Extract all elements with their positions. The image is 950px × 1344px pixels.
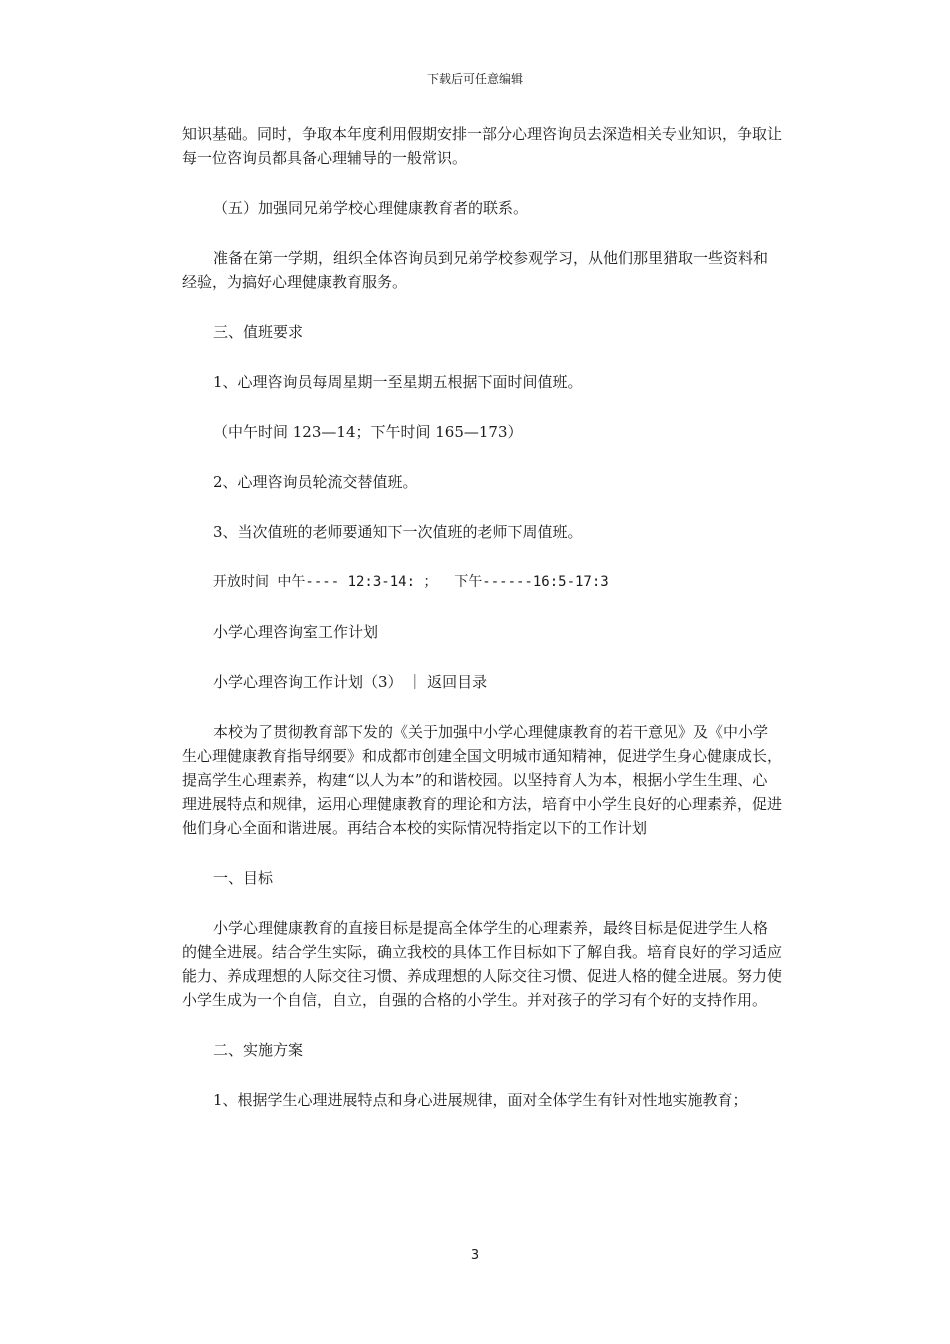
paragraph-visit-plan: 准备在第一学期，组织全体咨询员到兄弟学校参观学习，从他们那里猎取一些资料和经验，为搞好心理健康教育服务。 — [182, 249, 769, 291]
heading-goals: 一、目标 — [213, 869, 274, 887]
implementation-item-1: 1、根据学生心理进展特点和身心进展规律，面对全体学生有针对性地实施教育； — [213, 1091, 748, 1109]
section-link-line[interactable]: 小学心理咨询工作计划（3） ｜ 返回目录 — [213, 673, 488, 691]
duty-item-1: 1、心理咨询员每周星期一至星期五根据下面时间值班。 — [213, 373, 583, 391]
heading-duty-requirements: 三、值班要求 — [213, 323, 304, 341]
document-body — [182, 122, 782, 1112]
opening-hours: 开放时间 中午---- 12:3-14: ； 下午------16:5-17:3 — [213, 574, 609, 590]
subheading-five: （五）加强同兄弟学校心理健康教育者的联系。 — [213, 199, 529, 217]
paragraph-continued: 知识基础。同时，争取本年度利用假期安排一部分心理咨询员去深造相关专业知识，争取让每一位咨询员都具备心理辅导的一般常识。 — [182, 125, 783, 167]
duty-item-3: 3、当次值班的老师要通知下一次值班的老师下周值班。 — [213, 523, 583, 541]
duty-item-2: 2、心理咨询员轮流交替值班。 — [213, 473, 418, 491]
duty-time-note: （中午时间 123—14；下午时间 165—173） — [213, 423, 523, 441]
page-header: 下载后可任意编辑 — [426, 72, 523, 86]
page-number: 3 — [470, 1248, 480, 1263]
paragraph-goals: 小学心理健康教育的直接目标是提高全体学生的心理素养，最终目标是促进学生人格的健全进展。结合学生实际，确立我校的具体工作目标如下了解自我。培育良好的学习适应能力、养成理想的人际交往习惯、养成理想的人际交往习惯、促进人格的健全进展。努力使小学生成为一个自信，自立，自强的合格的小学生。并对孩子的学习有个好的支持作用。 — [182, 919, 783, 1009]
section-title: 小学心理咨询室工作计划 — [213, 623, 379, 641]
paragraph-intro: 本校为了贯彻教育部下发的《关于加强中小学心理健康教育的若干意见》及《中小学生心理健康教育指导纲要》和成都市创建全国文明城市通知精神，促进学生身心健康成长，提高学生心理素养，构建“以人为本”的和谐校园。以坚持育人为本，根据小学生生理、心理进展特点和规律，运用心理健康教育的理论和方法，培育中小学生良好的心理素养，促进他们身心全面和谐进展。再结合本校的实际情况特指定以下的工作计划 — [182, 723, 783, 837]
heading-implementation: 二、实施方案 — [213, 1041, 304, 1059]
